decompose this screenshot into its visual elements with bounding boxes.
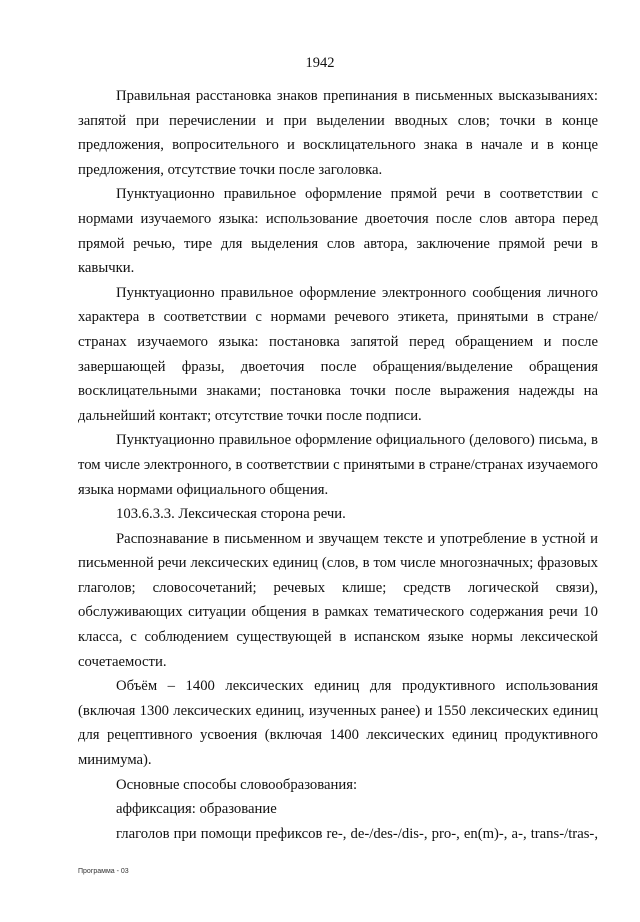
paragraph-lexical-volume: Объём – 1400 лексических единиц для продуктивного использования (включая 1300 лексических единиц, изученных ранее) и 1550 лексических единиц для рецептивного усвоения (включая 1400 лексических единиц продуктивного минимума). — [78, 678, 598, 769]
paragraph-direct-speech: Пунктуационно правильное оформление прямой речи в соответствии с нормами изучаемого языка: использование двоеточия после слов автора перед прямой речью, тире для выделения слов автора, заключение прямой речи в кавычки. — [78, 186, 598, 277]
paragraph-word-formation: Основные способы словообразования: — [116, 776, 358, 793]
paragraph-punctuation-rules: Правильная расстановка знаков препинания в письменных высказываниях: запятой при перечислении и при выделении вводных слов; точки в конце предложения, вопросительного и восклицательного знака в начале и в конце предложения, отсутствие точки после заголовка. — [78, 88, 598, 178]
body-text — [78, 84, 598, 846]
footer-program-label: Программа - 03 — [78, 868, 129, 875]
section-heading-lexical: 103.6.3.3. Лексическая сторона речи. — [116, 506, 346, 523]
paragraph-official-letter: Пунктуационно правильное оформление официального (делового) письма, в том числе электронного, в соответствии с принятыми в стране/странах изучаемого языка нормами официального общения. — [78, 432, 598, 498]
page-number: 1942 — [305, 55, 335, 71]
paragraph-affixation: аффиксация: образование — [116, 801, 277, 818]
paragraph-verb-prefixes: глаголов при помощи префиксов re-, de-/des-/dis-, pro-, en(m)-, a-, trans-/tras-, — [116, 825, 598, 842]
paragraph-personal-email: Пунктуационно правильное оформление электронного сообщения личного характера в соответствии с нормами речевого этикета, принятыми в стране/странах изучаемого языка: постановка запятой перед обращением и после завершающей фразы, двоеточия после обращения/выделение обращения восклицательными знаками; постановка точки после выражения надежды на дальнейший контакт; отсутствие точки после подписи. — [78, 284, 598, 424]
paragraph-lexical-recognition: Распознавание в письменном и звучащем тексте и употребление в устной и письменной речи лексических единиц (слов, в том числе многозначных; фразовых глаголов; словосочетаний; речевых клише; средств логической связи), обслуживающих ситуации общения в рамках тематического содержания речи 10 класса, с соблюдением существующей в испанском языке нормы лексической сочетаемости. — [78, 530, 598, 670]
